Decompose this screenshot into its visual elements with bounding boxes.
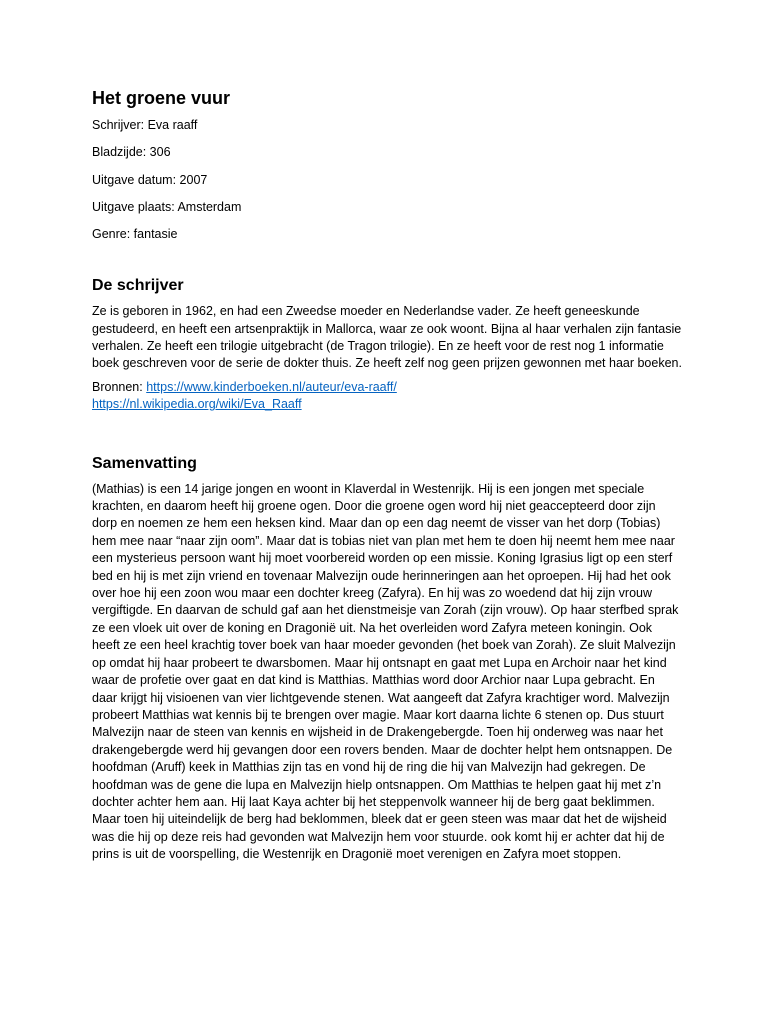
sources-block (92, 379, 682, 414)
samenvatting-paragraph: (Mathias) is een 14 jarige jongen en woont in Klaverdal in Westenrijk. Hij is een jongen met speciale krachten, en daarom heeft hij groene ogen. Door die groene ogen word hij niet geaccepteerd door zijn dorp en noemen ze hem een heksen kind. Maar dan op een dag neemt de visser van het dorp (Tobias) hem mee naar “naar zijn oom”. Maar dat is tobias niet van plan met hem te doen hij neemt hem mee naar een mysterieus persoon want hij moet voorbereid worden op een missie. Koning Igrasius ligt op een sterf bed en hij is met zijn vriend en tovenaar Malvezijn oude herinneringen aan het oproepen. Hij had het ook over hoe hij een zoon wou maar een dochter kreeg (Zafyra). En hij was zo woedend dat hij zijn vrouw vergiftigde. En daarvan de schuld gaf aan het dienstmeisje van Zorah (zijn vrouw). Op haar sterfbed sprak ze een vloek uit over de koning en Dragonië uit. Na het overleiden word Zafyra meteen koningin. Ook heeft ze een heel krachtig tover boek van haar moeder gevonden (het boek van Zorah). Ze sluit Malvezijn op omdat hij haar probeert te dwarsbomen. Maar hij ontsnapt en gaat met Lupa en Archoir naar het kind waar de profetie over gaat en dat kind is Matthias. Matthias word door Archior naar Lupa gebracht. En daar krijgt hij visioenen van vier lichtgevende stenen. Wat aangeeft dat Zafyra krachtiger word. Malvezijn probeert Matthias wat kennis bij te brengen over magie. Maar kort daarna lichte 6 stenen op. Dus stuurt Malvezijn naar de steen van kennis en wijsheid in de Drakengebergde. Toen hij onderweg was naar het drakengebergde werd hij gevangen door een rovers benden. Maar de dochter helpt hem ontsnappen. De hoofdman (Aruff) keek in Matthias zijn tas en vond hij de ring die hij van Malvezijn had gekregen. De hoofdman was de gene die lupa en Malvezijn hielp ontsnappen. Om Matthias te helpen gaat hij met z’n dochter achter hem aan. Hij laat Kaya achter bij het steppenvolk wanneer hij de berg gaat beklimmen. Maar toen hij uiteindelijk de berg had beklommen, bleek dat er geen steen was maar dat het de wijsheid was die hij op deze reis had gevonden wat Malvezijn hem voor stuurde. ook komt hij er achter dat hij de prins is uit de voorspelling, die Westenrijk en Dragonië moet verenigen en Zafyra moet stoppen. (92, 481, 679, 862)
meta-author: Schrijver: Eva raaff (92, 118, 198, 132)
meta-genre: Genre: fantasie (92, 227, 178, 242)
meta-pages: Bladzijde: 306 (92, 145, 171, 160)
meta-place: Uitgave plaats: Amsterdam (92, 199, 242, 214)
source-link-wikipedia[interactable]: https://nl.wikipedia.org/wiki/Eva_Raaff (92, 397, 302, 412)
document-title: Het groene vuur (92, 88, 231, 108)
document-content (92, 86, 682, 864)
source-link-kinderboeken[interactable]: https://www.kinderboeken.nl/auteur/eva-raaff/ (146, 379, 397, 394)
meta-date: Uitgave datum: 2007 (92, 172, 208, 187)
section-heading-schrijver: De schrijver (92, 277, 184, 295)
sources-label: Bronnen: (92, 379, 147, 394)
schrijver-paragraph: Ze is geboren in 1962, en had een Zweedse moeder en Nederlandse vader. Ze heeft geneeskunde gestudeerd, en heeft een artsenpraktijk in Mallorca, waar ze ook woont. Bijna al haar verhalen zijn fantasie verhalen. Ze heeft een trilogie uitgebracht (de Tragon trilogie). En ze heeft voor de rest nog 1 informatie boek geschreven voor de serie de dokter thuis. Ze heeft zelf nog geen prijzen gewonnen met haar boeken. (92, 304, 682, 371)
section-heading-samenvatting: Samenvatting (92, 454, 197, 472)
